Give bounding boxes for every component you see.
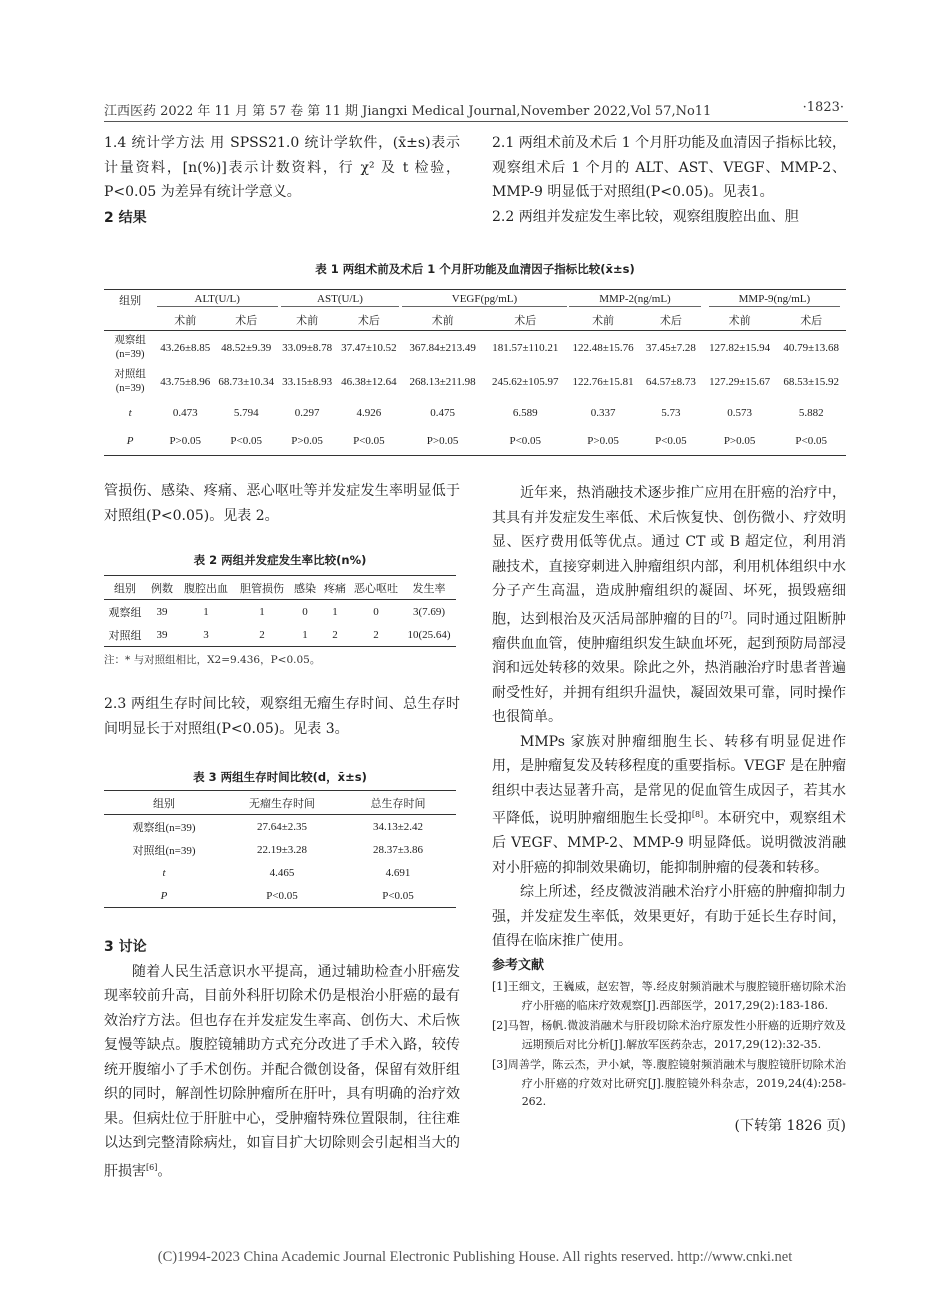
left-column-mid2 [104, 692, 460, 741]
left-column-mid [104, 479, 460, 528]
table2-header: 例数 [146, 576, 178, 600]
table1-sub-post: 术后 [639, 310, 703, 331]
table-cell: P<0.05 [336, 427, 402, 456]
table-row [104, 861, 456, 884]
table-cell: 0 [373, 605, 379, 618]
table-cell: 3 [178, 623, 234, 647]
table-row [104, 427, 846, 456]
table-cell: 0 [302, 605, 308, 618]
table1-sub-pre: 术前 [156, 310, 214, 331]
table-cell: 33.09±8.78 [282, 341, 333, 354]
table-cell: 122.76±15.81 [572, 375, 634, 388]
table-cell: 64.57±8.73 [645, 375, 696, 388]
table-cell: P<0.05 [483, 427, 567, 456]
table-cell: t [162, 866, 166, 879]
paragraph-text: 。本研究中，观察组术后 VEGF、MMP-2、MMP-9 明显降低。说明微波消融对小肝癌的抑制效果确切，能抑制肿瘤的侵袭和转移。 [492, 810, 847, 876]
table-cell: P<0.05 [340, 884, 456, 908]
table-cell: P [104, 884, 224, 908]
table2-caption: 表 2 两组并发症发生率比较(n%) [193, 553, 367, 567]
table1 [104, 289, 846, 456]
table-cell: 3(7.69) [412, 605, 446, 618]
table-cell: P<0.05 [224, 884, 340, 908]
citation: [7] [720, 610, 732, 620]
table1-col-vegf: VEGF(pg/mL) [402, 293, 567, 307]
table-cell: 0.475 [430, 406, 455, 419]
table-cell: 5.794 [233, 406, 259, 419]
table-cell: 48.52±9.39 [221, 341, 272, 354]
table-cell: P<0.05 [214, 427, 278, 456]
table-cell: 5.73 [661, 406, 681, 419]
reference-item: [2]马智，杨帆.微波消融术与肝段切除术治疗原发性小肝癌的近期疗效及远期预后对比分析[J].解放军医药杂志，2017,29(12):32-35. [492, 1019, 846, 1051]
table-cell: 4.691 [385, 866, 411, 879]
table2-note: 注：* 与对照组相比，X2=9.436，P<0.05。 [104, 654, 321, 666]
table-row [104, 623, 456, 647]
table-cell: P<0.05 [639, 427, 703, 456]
table2-header: 疼痛 [320, 576, 350, 600]
table1-col-mmp2: MMP-2(ng/mL) [569, 293, 701, 307]
references-title: 参考文献 [492, 957, 545, 973]
table-cell: P<0.05 [776, 427, 846, 456]
section-heading-discussion: 3 讨论 [104, 939, 147, 955]
table1-row-label: t [128, 406, 132, 419]
table-cell: 181.57±110.21 [492, 341, 559, 354]
table-cell: 观察组(n=39) [132, 821, 196, 834]
table-cell: 33.15±8.93 [282, 375, 333, 388]
table-cell: 34.13±2.42 [372, 820, 424, 833]
journal-header [104, 100, 844, 119]
section-2-2-start: 2.2 两组并发症发生率比较，观察组腹腔出血、胆 [492, 208, 799, 225]
table-cell: 4.926 [356, 406, 382, 419]
table-cell: P>0.05 [402, 427, 484, 456]
table-cell: 127.82±15.94 [709, 341, 771, 354]
table3 [104, 790, 456, 908]
table-cell: 2 [350, 623, 402, 647]
table-cell: P>0.05 [567, 427, 639, 456]
section-1-4: 1.4 统计学方法 用 SPSS21.0 统计学软件，(x̄±s)表示计量资料，[n(%)]表示计数资料，行 χ² 及 t 检验，P<0.05 为差异有统计学意义。 [104, 135, 460, 200]
table-cell: 0.337 [590, 406, 616, 419]
right-column-top [492, 131, 846, 229]
paragraph-text: MMPs 家族对肿瘤细胞生长、转移有明显促进作用，是肿瘤复发及转移程度的重要指标。VEGF 是在肿瘤组织中表达显著升高，是常见的促血管生成因子，若其水平降低，说明肿瘤细胞生长受抑 [492, 733, 846, 827]
paragraph-text: 。同时通过阻断肿瘤供血血管，使肿瘤组织发生缺血坏死，起到预防局部浸润和远处转移的效果。除此之外，热消融治疗时患者普遍耐受性好，并拥有组织升温快，凝固效果可靠，同时操作也很简单。 [492, 611, 846, 726]
left-column-top [104, 131, 460, 230]
table1-row-label: 对照组(n=39) [114, 368, 146, 394]
table-cell: 1 [332, 605, 338, 618]
discussion [104, 935, 460, 1184]
citation: [8] [691, 810, 704, 820]
table-cell: 1 [203, 605, 209, 618]
reference-item: [1]王细文，王巍威，赵宏智，等.经皮射频消融术与腹腔镜肝癌切除术治疗小肝癌的临床疗效观察[J].西部医学，2017,29(2):183-186. [492, 980, 846, 1012]
table1-col-ast: AST(U/L) [281, 293, 399, 307]
table-row [104, 838, 456, 861]
header-rule [104, 121, 848, 122]
section-heading-results: 2 结果 [104, 209, 147, 226]
table-cell: 27.64±2.35 [256, 820, 308, 833]
table-cell: 1 [259, 605, 265, 618]
table-cell: P>0.05 [703, 427, 777, 456]
table-row [104, 331, 846, 365]
table-row [104, 600, 456, 624]
table1-sub-post: 术后 [214, 310, 278, 331]
table-cell: 40.79±13.68 [783, 341, 839, 354]
table-cell: 2 [320, 623, 350, 647]
page-number: ·1823· [802, 100, 844, 115]
table-cell: 122.48±15.76 [572, 341, 634, 354]
table1-sub-pre: 术前 [278, 310, 336, 331]
table3-header: 组别 [104, 791, 224, 815]
table2 [104, 575, 456, 647]
table1-row-label: 观察组(n=39) [114, 334, 146, 360]
section-2-1: 2.1 两组术前及术后 1 个月肝功能及血清因子指标比较，观察组术后 1 个月的 ALT、AST、VEGF、MMP-2、MMP-9 明显低于对照组(P<0.05)。见表1。 [492, 135, 846, 200]
table-cell: 1 [290, 623, 320, 647]
table-cell: 43.75±8.96 [160, 375, 211, 388]
table2-header: 腹腔出血 [178, 576, 234, 600]
table-cell: 6.589 [512, 406, 538, 419]
table-cell: 2 [234, 623, 290, 647]
table1-sub-pre: 术前 [567, 310, 639, 331]
table-cell: 43.26±8.85 [160, 341, 211, 354]
table-cell: 245.62±105.97 [492, 375, 559, 388]
paragraph-conclusion: 综上所述，经皮微波消融术治疗小肝癌的肿瘤抑制力强，并发症发生率低，效果更好，有助于延长生存时间，值得在临床推广使用。 [492, 884, 846, 950]
table2-header: 发生率 [402, 576, 456, 600]
table-cell: P>0.05 [278, 427, 336, 456]
discussion-paragraph [104, 960, 460, 1184]
discussion-text: 随着人民生活意识水平提高，通过辅助检查小肝癌发现率较前升高，目前外科肝切除术仍是根治小肝癌的最有效治疗方法。但也存在并发症发生率高、创伤大、术后恢复慢等缺点。腹腔镜辅助方式充分改进了手术入路，较传统开腹缩小了手术创伤。并配合微创设备，保留有效肝组织的同时，解剖性切除肿瘤所在肝叶，具有明确的治疗效果。但病灶位于肝脏中心，受肿瘤特殊位置限制，往往难以达到完整清除病灶，如盲目扩大切除则会引起相当大的肝损害 [104, 963, 460, 1180]
reference-item: [3]周善学，陈云杰，尹小斌，等.腹腔镜射频消融术与腹腔镜肝切除术治疗小肝癌的疗效对比研究[J].腹腔镜外科杂志，2019,24(4):258-262. [492, 1058, 846, 1109]
table1-sub-post: 术后 [776, 310, 846, 331]
section-2-3: 2.3 两组生存时间比较，观察组无瘤生存时间、总生存时间明显长于对照组(P<0.05)。见表 3。 [104, 696, 460, 737]
right-column-bottom [492, 481, 846, 1138]
table-cell: 22.19±3.28 [256, 843, 308, 856]
continued-note: (下转第 1826 页) [734, 1117, 846, 1134]
table-cell: P>0.05 [156, 427, 214, 456]
table-cell: 0.573 [727, 406, 752, 419]
references-list [492, 978, 846, 1112]
table-cell: 10(25.64) [402, 623, 456, 647]
citation: [6] [146, 1162, 158, 1172]
table-cell: 68.53±15.92 [783, 375, 839, 388]
table-row [104, 815, 456, 839]
table1-sub-pre: 术前 [402, 310, 484, 331]
table-cell: 5.882 [798, 406, 824, 419]
discussion-text-end: 。 [157, 1163, 172, 1180]
table1-col-alt: ALT(U/L) [157, 293, 278, 307]
table2-header: 胆管损伤 [234, 576, 290, 600]
table-cell: 68.73±10.34 [218, 375, 274, 388]
table2-header: 组别 [104, 576, 146, 600]
table-cell: 对照组(n=39) [132, 844, 196, 857]
table-row [104, 365, 846, 399]
table-cell: 367.84±213.49 [409, 341, 476, 354]
table-cell: 观察组 [108, 606, 142, 619]
section-2-2-cont: 管损伤、感染、疼痛、恶心呕吐等并发症发生率明显低于对照组(P<0.05)。见表 2。 [104, 483, 460, 524]
table-cell: 4.465 [269, 866, 295, 879]
table1-group-header: 组别 [104, 290, 156, 311]
table1-caption: 表 1 两组术前及术后 1 个月肝功能及血清因子指标比较(x̄±s) [315, 262, 635, 276]
table-row [104, 399, 846, 427]
table-cell: 39 [146, 623, 178, 647]
table1-sub-post: 术后 [336, 310, 402, 331]
paragraph-mmps [492, 730, 846, 881]
table3-caption: 表 3 两组生存时间比较(d，x̄±s) [193, 770, 367, 784]
table-cell: 39 [156, 605, 168, 618]
table1-sub-pre: 术前 [703, 310, 777, 331]
paragraph-thermal-ablation [492, 481, 846, 730]
table-cell: 28.37±3.86 [372, 843, 424, 856]
table3-header: 总生存时间 [340, 791, 456, 815]
table3-header: 无瘤生存时间 [224, 791, 340, 815]
table-cell: 0.473 [172, 406, 198, 419]
copyright-footer: (C)1994-2023 China Academic Journal Electronic Publishing House. All rights reserved. http://www.cnki.net [157, 1249, 793, 1265]
table-cell: 268.13±211.98 [409, 375, 476, 388]
table1-col-mmp9: MMP-9(ng/mL) [709, 293, 841, 307]
paragraph-text: 近年来，热消融技术逐步推广应用在肝癌的治疗中，其具有并发症发生率低、术后恢复快、创伤微小、疗效明显、医疗费用低等优点。通过 CT 或 B 超定位，利用消融技术，直接穿刺进入肿瘤组织内部，利用机体组织中水分子产生高温，造成肿瘤组织的凝固、坏死，损毁癌细胞，达到根治及灭活局部肿瘤的目的 [492, 485, 846, 628]
table2-header: 感染 [290, 576, 320, 600]
table-cell: 37.47±10.52 [341, 341, 397, 354]
table-cell: 127.29±15.67 [709, 375, 771, 388]
table-cell: 37.45±7.28 [645, 341, 696, 354]
journal-header-text: 江西医药 2022 年 11 月 第 57 卷 第 11 期 Jiangxi Medical Journal,November 2022,Vol 57,No11 [104, 104, 712, 119]
table2-header: 恶心呕吐 [350, 576, 402, 600]
table-cell: 46.38±12.64 [341, 375, 397, 388]
table1-sub-post: 术后 [483, 310, 567, 331]
table-row [104, 884, 456, 908]
table-cell: 对照组 [104, 623, 146, 647]
table-cell: 0.297 [294, 406, 320, 419]
table1-row-label: P [104, 427, 156, 456]
